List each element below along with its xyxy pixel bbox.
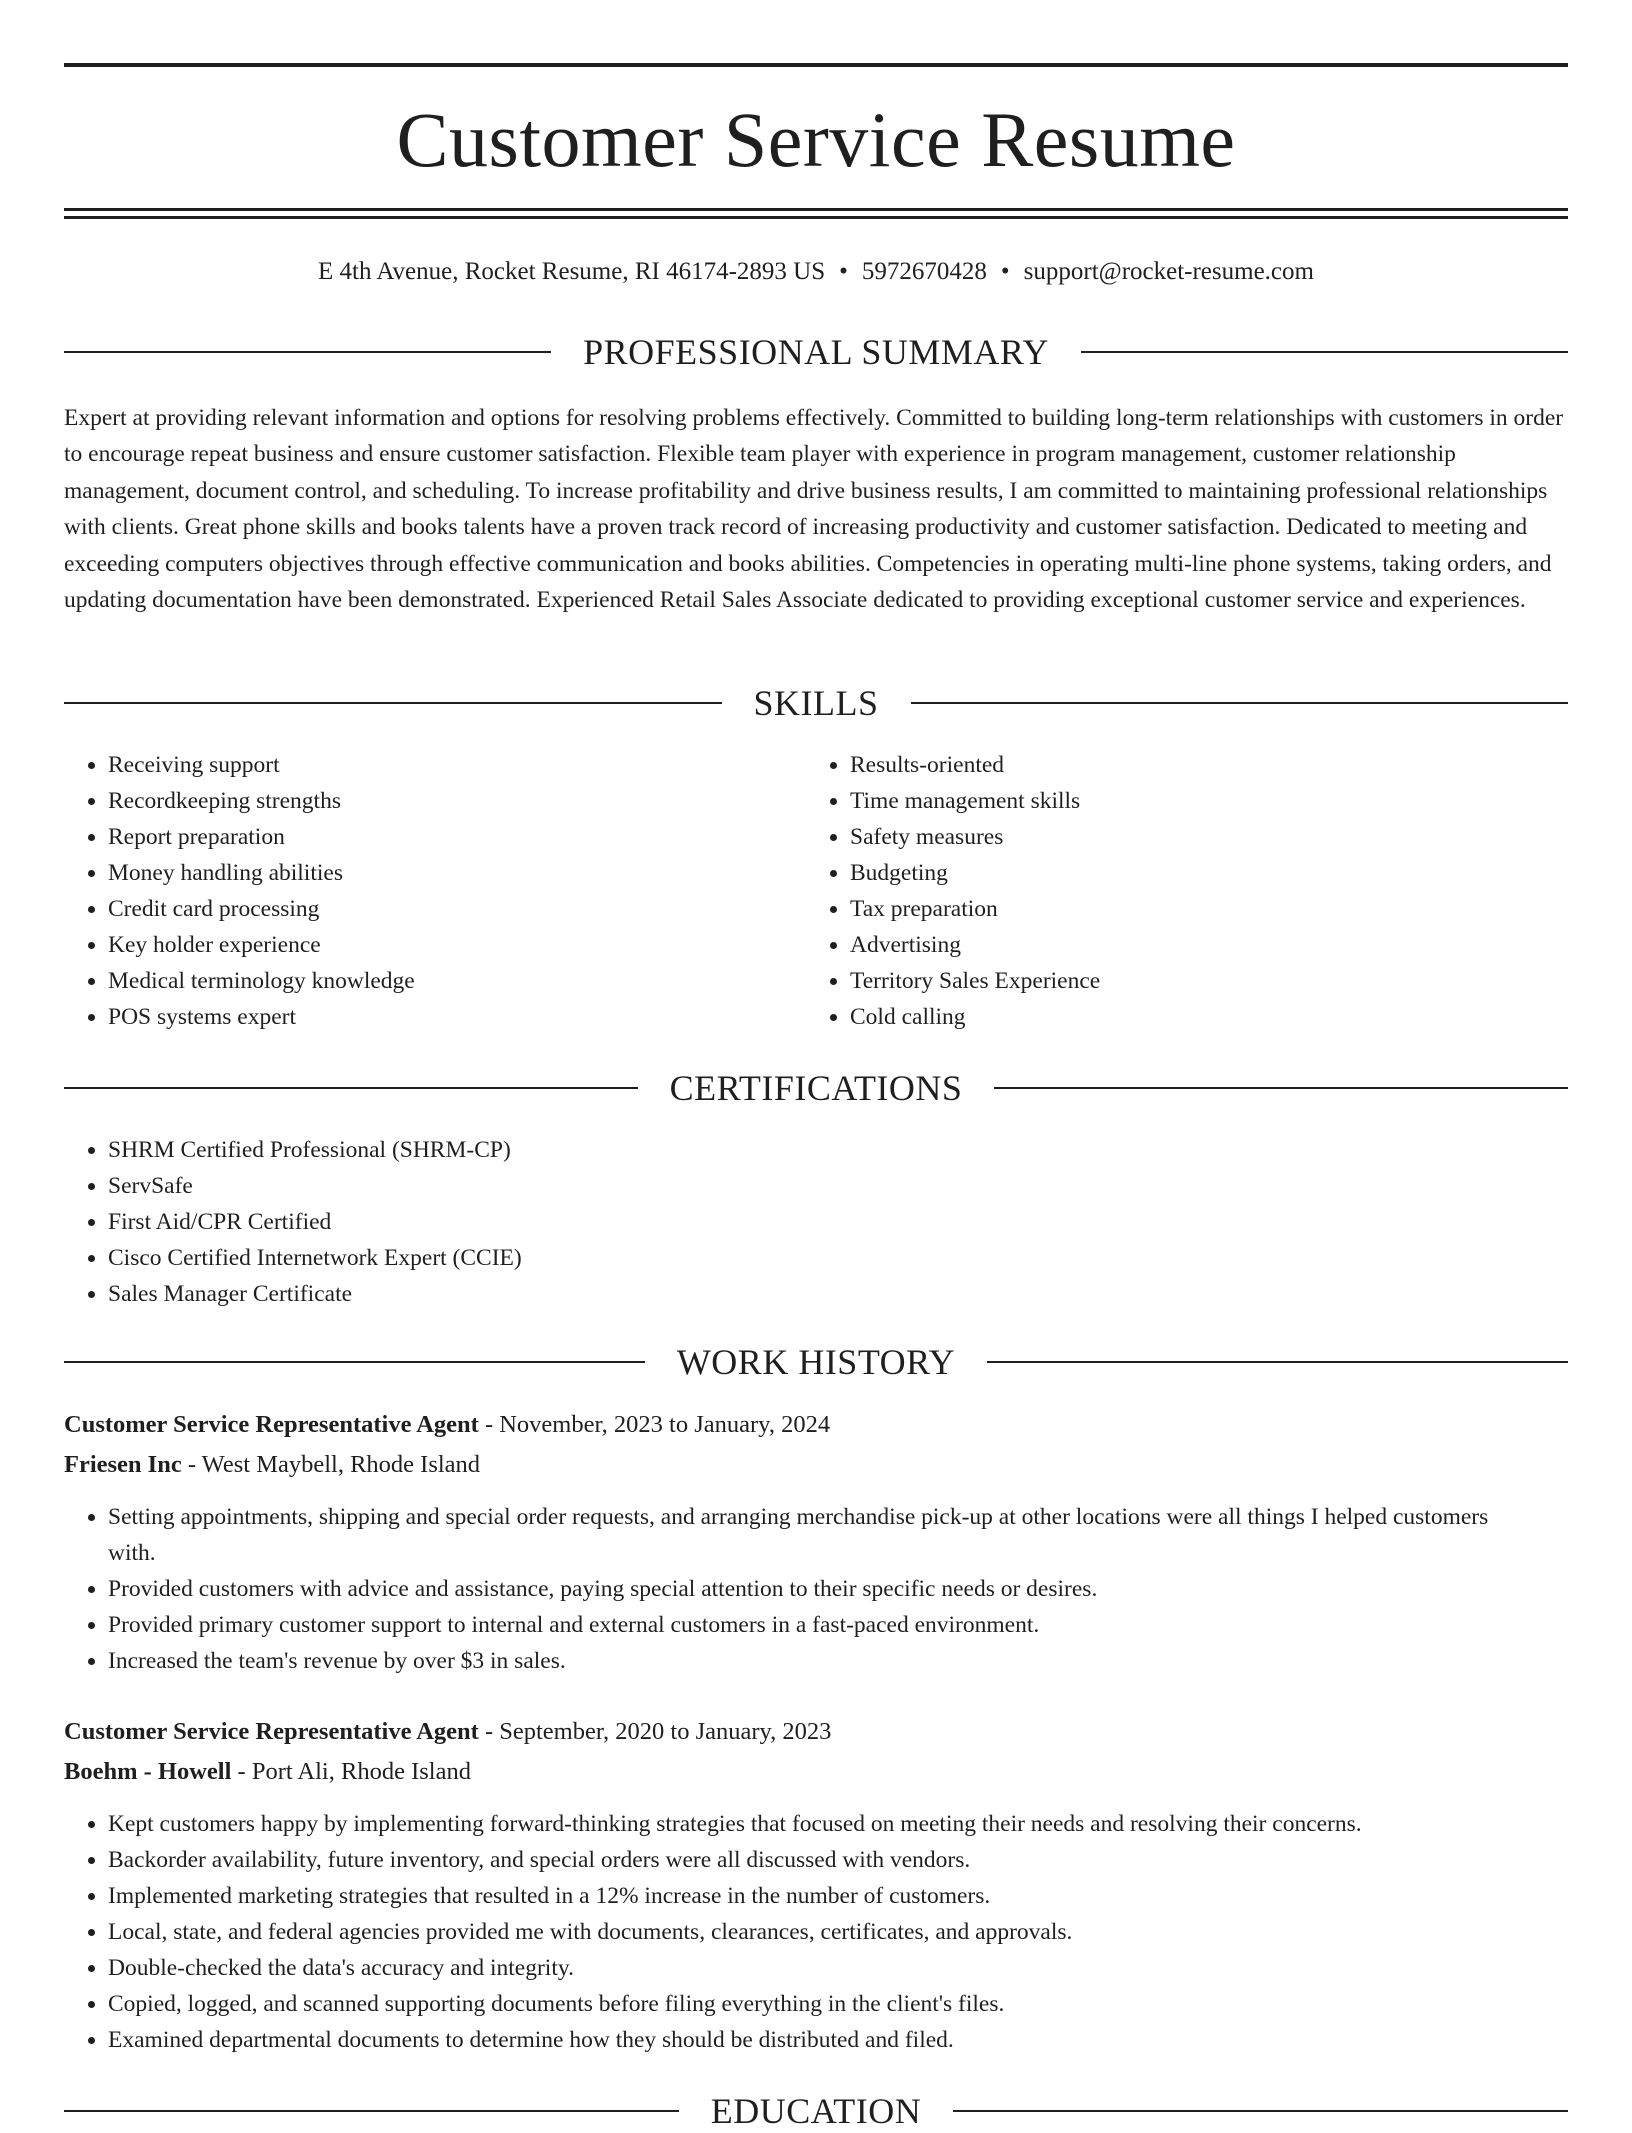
list-item: • Implemented marketing strategies that resulted in a 12% increase in the number of customers. xyxy=(108,1878,1568,1914)
list-item: • Cisco Certified Internetwork Expert (CCIE) xyxy=(108,1240,1568,1276)
list-item: • Results-oriented xyxy=(850,747,1550,783)
list-item: • Advertising xyxy=(850,927,1550,963)
heading-rule xyxy=(64,351,551,353)
list-item: • Time management skills xyxy=(850,783,1550,819)
work-history-heading-label: WORK HISTORY xyxy=(676,1342,956,1382)
certifications-heading xyxy=(64,1066,1568,1110)
job-company-line xyxy=(64,1446,1568,1484)
job-title-line xyxy=(64,1406,1568,1444)
list-item: • Cold calling xyxy=(850,999,1550,1035)
work-history-heading xyxy=(64,1340,1568,1384)
contact-separator: • xyxy=(1000,258,1010,285)
job-company-line xyxy=(64,1753,1568,1791)
certifications-heading-label: CERTIFICATIONS xyxy=(669,1068,963,1108)
top-rule xyxy=(64,63,1568,67)
job-title-line xyxy=(64,1713,1568,1751)
list-item: • Money handling abilities xyxy=(108,855,808,891)
list-item: • Tax preparation xyxy=(850,891,1550,927)
list-item: • Key holder experience xyxy=(108,927,808,963)
heading-rule xyxy=(64,1087,638,1089)
resume-title: Customer Service Resume xyxy=(396,96,1236,183)
job-company: Boehm - Howell xyxy=(64,1758,232,1785)
list-item: • Receiving support xyxy=(108,747,808,783)
job-bullets xyxy=(64,1806,1568,2058)
contact-phone: 5972670428 xyxy=(861,258,987,285)
list-item: • Local, state, and federal agencies provided me with documents, clearances, certificates, and approvals. xyxy=(108,1914,1568,1950)
heading-rule xyxy=(994,1087,1568,1089)
list-item: • Sales Manager Certificate xyxy=(108,1276,1568,1312)
list-item: • Copied, logged, and scanned supporting documents before filing everything in the client's files. xyxy=(108,1986,1568,2022)
list-item: • SHRM Certified Professional (SHRM-CP) xyxy=(108,1132,1568,1168)
job-bullets xyxy=(64,1499,1528,1679)
list-item: • Territory Sales Experience xyxy=(850,963,1550,999)
list-item: • Recordkeeping strengths xyxy=(108,783,808,819)
job-dates: - September, 2020 to January, 2023 xyxy=(478,1718,832,1745)
heading-rule xyxy=(64,1361,645,1363)
contact-email: support@rocket-resume.com xyxy=(1023,258,1314,285)
list-item: • Increased the team's revenue by over $3 in sales. xyxy=(108,1643,1528,1679)
contact-separator: • xyxy=(839,258,848,285)
list-item: • Provided primary customer support to internal and external customers in a fast-paced environment. xyxy=(108,1607,1528,1643)
contact-line xyxy=(64,254,1568,290)
skills-heading-label: SKILLS xyxy=(753,683,879,723)
list-item: • Budgeting xyxy=(850,855,1550,891)
heading-rule xyxy=(911,702,1569,704)
list-item: • Report preparation xyxy=(108,819,808,855)
skills-heading xyxy=(64,681,1568,725)
job-company: Friesen Inc xyxy=(64,1451,182,1478)
summary-heading-label: PROFESSIONAL SUMMARY xyxy=(583,332,1049,372)
contact-address: E 4th Avenue, Rocket Resume, RI 46174-2893 US xyxy=(318,258,826,285)
list-item: • Medical terminology knowledge xyxy=(108,963,808,999)
skills-list-right xyxy=(806,747,1550,1035)
summary-heading xyxy=(64,330,1568,374)
list-item: • Examined departmental documents to determine how they should be distributed and filed. xyxy=(108,2022,1568,2058)
heading-rule xyxy=(1081,351,1568,353)
title-rule-upper xyxy=(64,208,1568,211)
skills-list-left xyxy=(64,747,808,1035)
list-item: • Double-checked the data's accuracy and integrity. xyxy=(108,1950,1568,1986)
list-item: • ServSafe xyxy=(108,1168,1568,1204)
heading-rule xyxy=(64,702,722,704)
job-dates: - November, 2023 to January, 2024 xyxy=(478,1411,831,1438)
education-heading-label: EDUCATION xyxy=(710,2091,922,2131)
education-heading xyxy=(64,2089,1568,2133)
list-item: • First Aid/CPR Certified xyxy=(108,1204,1568,1240)
list-item: • POS systems expert xyxy=(108,999,808,1035)
list-item: • Provided customers with advice and assistance, paying special attention to their specific needs or desires. xyxy=(108,1571,1528,1607)
list-item: • Credit card processing xyxy=(108,891,808,927)
title-rule-lower xyxy=(64,216,1568,219)
job-title: Customer Service Representative Agent xyxy=(64,1411,479,1438)
job-location: - West Maybell, Rhode Island xyxy=(181,1451,481,1478)
list-item: • Safety measures xyxy=(850,819,1550,855)
certifications-list xyxy=(64,1132,1568,1312)
heading-rule xyxy=(987,1361,1568,1363)
list-item: • Kept customers happy by implementing forward-thinking strategies that focused on meeting their needs and resolving their concerns. xyxy=(108,1806,1568,1842)
list-item: • Backorder availability, future inventory, and special orders were all discussed with vendors. xyxy=(108,1842,1568,1878)
job-title: Customer Service Representative Agent xyxy=(64,1718,479,1745)
summary-text: Expert at providing relevant information and options for resolving problems effectively. Committed to building long-term relationships with customers in order to encourage repeat business and ensure customer satisfaction. Flexible team player with experience in program management, customer relationship management, document control, and scheduling. To increase profitability and drive business results, I am committed to maintaining professional relationships with clients. Great phone skills and books talents have a proven track record of increasing productivity and customer satisfaction. Dedicated to meeting and exceeding computers objectives through effective communication and books abilities. Competencies in operating multi-line phone systems, taking orders, and updating documentation have been demonstrated. Experienced Retail Sales Associate dedicated to providing exceptional customer service and experiences. xyxy=(64,405,1564,614)
list-item: • Setting appointments, shipping and special order requests, and arranging merchandise pick-up at other locations were all things I helped customers with. xyxy=(108,1499,1528,1571)
job-location: - Port Ali, Rhode Island xyxy=(231,1758,471,1785)
